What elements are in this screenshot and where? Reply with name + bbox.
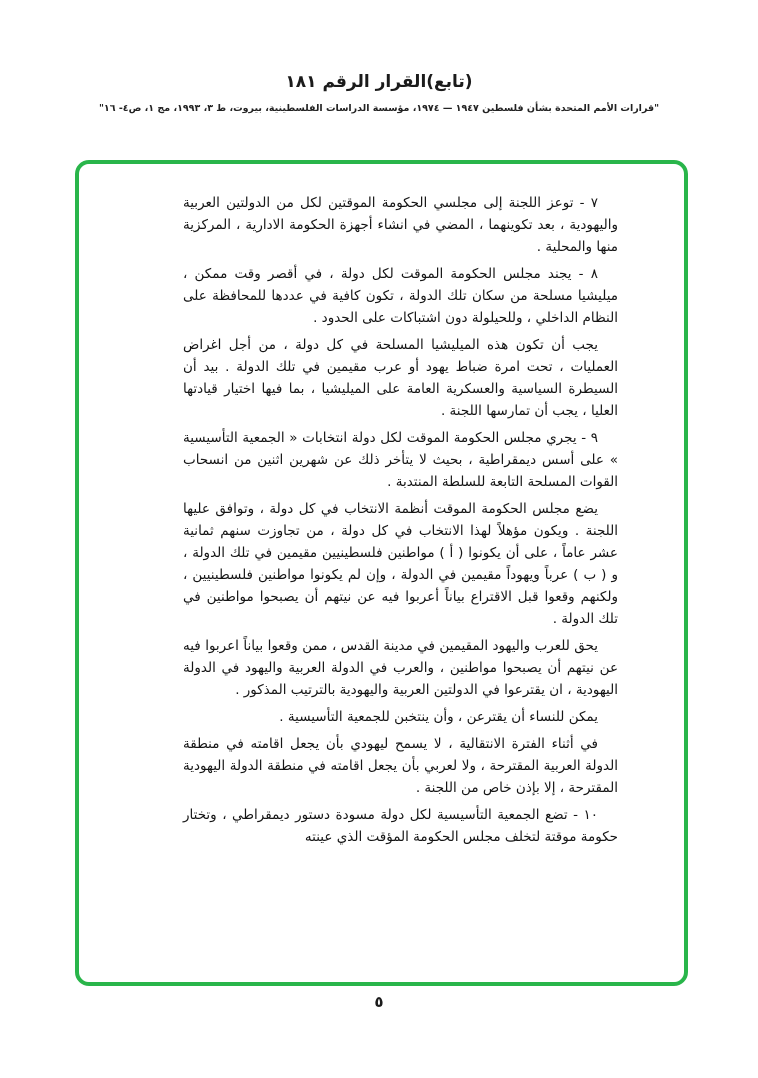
paragraph-9: ٩ - يجري مجلس الحكومة الموقت لكل دولة انتخابات « الجمعية التأسيسية » على أسس ديمقراطية ، بحيث لا يتأخر ذلك عن شهرين اثنين من انسحاب القوات المسلحة التابعة للسلطة المنتدبة . — [183, 430, 618, 490]
document-body — [79, 164, 684, 873]
page-number: ٥ — [374, 993, 384, 1011]
content-border-box — [75, 160, 688, 986]
page-title: (تابع)القرار الرقم ١٨١ — [285, 72, 473, 92]
paragraph-9-continued-2: يحق للعرب واليهود المقيمين في مدينة القدس ، ممن وقعوا بياناً اعربوا فيه عن نيتهم أن يصبحوا مواطنين ، والعرب في الدولة العربية واليهود في الدولة اليهودية ، ان يقترعوا في الدولتين العربية واليهودية بالترتيب المذكور . — [183, 638, 618, 698]
paragraph-10: ١٠ - تضع الجمعية التأسيسية لكل دولة مسودة دستور ديمقراطي ، وتختار حكومة موقتة لتخلف مجلس الحكومة المؤقت الذي عينته — [183, 807, 618, 845]
paragraph-8: ٨ - يجند مجلس الحكومة الموقت لكل دولة ، في أقصر وقت ممكن ، ميليشيا مسلحة من سكان تلك الدولة ، تكون كافية في عددها للمحافظة على النظام الداخلي ، وللحيلولة دون اشتباكات على الحدود . — [183, 266, 618, 326]
paragraph-9-continued-4: في أثناء الفترة الانتقالية ، لا يسمح ليهودي بأن يجعل اقامته في منطقة الدولة العربية المقترحة ، ولا لعربي بأن يجعل اقامته في منطقة الدولة اليهودية المقترحة ، إلا بإذن خاص من اللجنة . — [183, 736, 618, 796]
paragraph-9-continued-3: يمكن للنساء أن يقترعن ، وأن ينتخبن للجمعية التأسيسية . — [279, 709, 598, 725]
paragraph-9-continued-1: يضع مجلس الحكومة الموقت أنظمة الانتخاب في كل دولة ، وتوافق عليها اللجنة . ويكون مؤهلاً لهذا الانتخاب في كل دولة ، من تجاوزت سنهم ثمانية عشر عاماً ، على أن يكونوا ( أ ) مواطنين فلسطينيين مقيمين في تلك الدولة ، و ( ب ) عرباً ويهوداً مقيمين في الدولة ، وإن لم يكونوا مواطنين فلسطينيين ، ولكنهم وقعوا قبل الاقتراع بياناً أعربوا فيه عن نيتهم أن يصبحوا مواطنين في تلك الدولة . — [183, 501, 618, 627]
document-header — [0, 72, 758, 114]
paragraph-8-continued: يجب أن تكون هذه الميليشيا المسلحة في كل دولة ، من أجل اغراض العمليات ، تحت امرة ضباط يهود أو عرب مقيمين في تلك الدولة . بيد أن السيطرة السياسية والعسكرية العامة على الميليشيا ، بما فيها اختيار قيادتها العليا ، يجب أن تمارسها اللجنة . — [183, 337, 618, 419]
paragraph-7: ٧ - توعز اللجنة إلى مجلسي الحكومة الموقتين لكل من الدولتين العربية واليهودية ، بعد تكوينهما ، المضي في انشاء أجهزة الحكومة الادارية ، المركزية منها والمحلية . — [183, 195, 618, 255]
citation-line: "قرارات الأمم المتحدة بشأن فلسطين ١٩٤٧ — ١٩٧٤، مؤسسة الدراسات الفلسطينية، بيروت، ط ٣، ١٩٩٣، مج ١، ص٤- ١٦" — [98, 103, 660, 114]
